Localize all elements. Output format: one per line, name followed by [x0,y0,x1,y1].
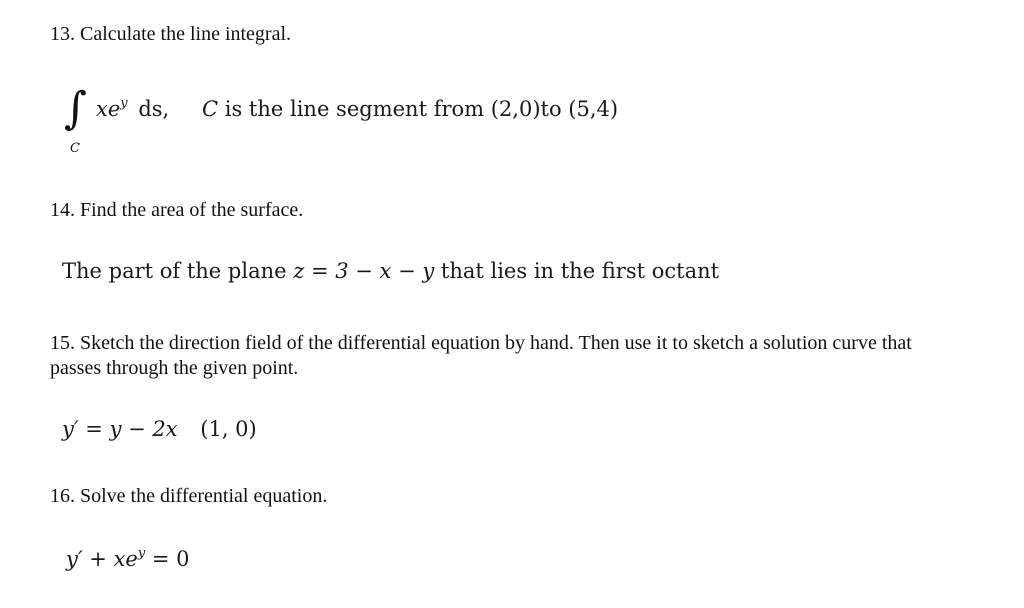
integrand-exponent: y [120,96,128,111]
problem-16-heading: 16. Solve the differential equation. [50,485,328,507]
integrand-x: x [96,97,108,121]
integrand-ds: ds, [138,97,170,121]
eq-e: e [125,547,138,571]
integrand-e: e [107,97,121,121]
integral-condition [202,97,618,121]
eq-right: = 0 [151,547,190,571]
eq-exponent: y [137,546,146,561]
problem-15-heading: 15. Sketch the direction field of the differential equation by hand. Then use it to sketch a solution curve that passes through the given point. [50,332,912,379]
integral-sign: ∫ [64,83,87,134]
differential-equation: y′ = y − 2x [62,417,178,441]
problem-14-statement [62,259,719,283]
condition-text: is the line segment from (2,0)to (5,4) [224,97,619,121]
eq-left: y′ + x [66,547,126,571]
integral-subscript: C [70,141,80,156]
problem-13-heading: 13. Calculate the line integral. [50,23,292,45]
condition-curve: C [202,97,219,121]
integrand [96,97,169,121]
problem-14-heading: 14. Find the area of the surface. [50,199,304,221]
statement-tail: that lies in the first octant [440,259,720,283]
problem-16-equation [66,547,190,571]
statement-start: The part of the plane [62,259,287,283]
problem-15-equation [62,417,257,441]
plane-equation: z = 3 − x − y [293,259,435,283]
initial-point: (1, 0) [200,417,257,441]
